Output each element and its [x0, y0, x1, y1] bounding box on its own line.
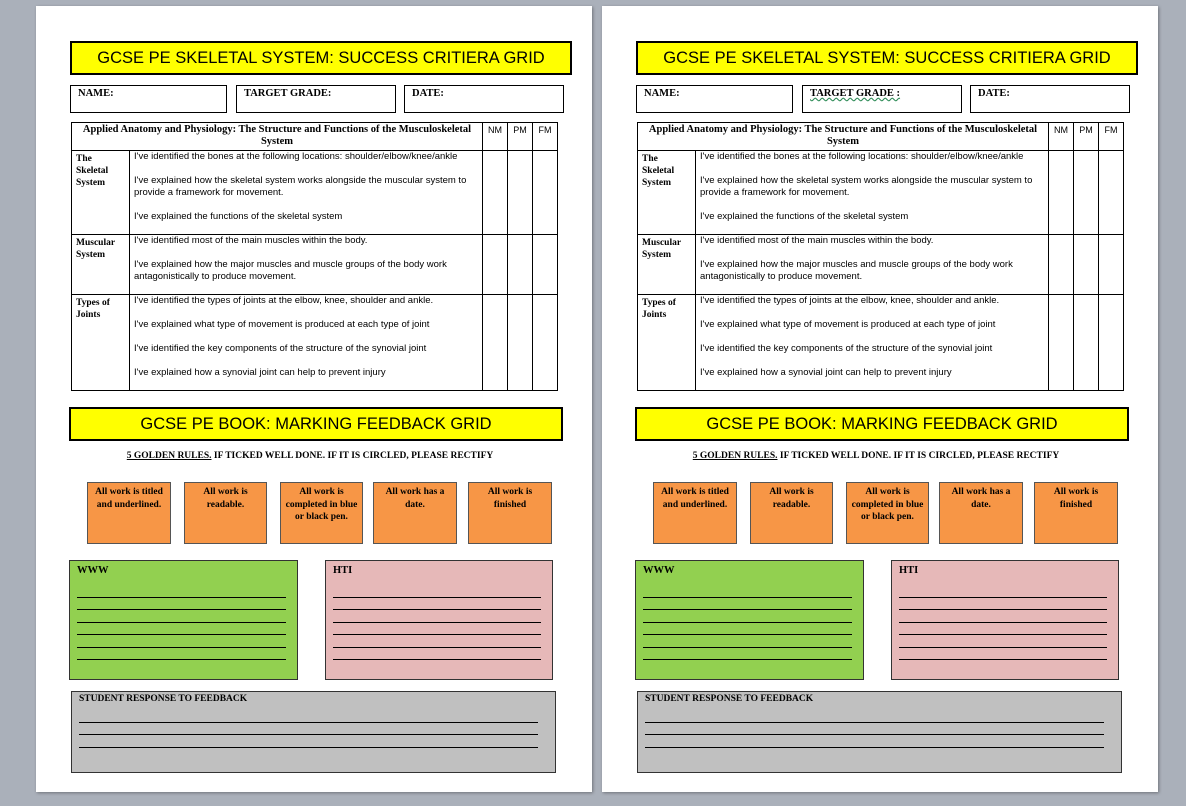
rule-box: All work is titled and underlined.: [87, 482, 171, 544]
rule-box: All work is readable.: [184, 482, 267, 544]
criterion: I've identified the bones at the following locations: shoulder/elbow/knee/ankle: [134, 151, 458, 162]
golden-rules-text: IF TICKED WELL DONE. IF IT IS CIRCLED, PLEASE RECTIFY: [777, 451, 1060, 461]
rule-box: All work is finished: [468, 482, 552, 544]
criterion: I've explained how the major muscles and muscle groups of the body work antagonistically to produce movement.: [700, 259, 1013, 282]
target-grade-field[interactable]: [802, 85, 962, 113]
row-category: The Skeletal System: [72, 151, 130, 235]
nm-tick-cell[interactable]: [1049, 295, 1074, 391]
criterion: I've explained how the skeletal system works alongside the muscular system to provide a framework for movement.: [134, 175, 467, 198]
nm-tick-cell[interactable]: [483, 295, 508, 391]
criterion: I've identified the types of joints at the elbow, knee, shoulder and ankle.: [134, 295, 434, 306]
nm-tick-cell[interactable]: [1049, 235, 1074, 295]
criterion: I've identified most of the main muscles within the body.: [700, 235, 934, 246]
table-header: Applied Anatomy and Physiology: The Structure and Functions of the Musculoskeletal System: [638, 123, 1049, 151]
criterion: I've identified most of the main muscles within the body.: [134, 235, 368, 246]
response-writing-lines: [645, 710, 1114, 748]
fm-tick-cell[interactable]: [533, 151, 558, 235]
row-criteria: [130, 295, 483, 391]
col-pm: PM: [1074, 123, 1099, 151]
criterion: I've identified the key components of the structure of the synovial joint: [134, 343, 427, 354]
hti-box[interactable]: [325, 560, 553, 680]
criterion: I've explained how a synovial joint can help to prevent injury: [134, 367, 386, 378]
student-response-label: STUDENT RESPONSE TO FEEDBACK: [79, 694, 248, 704]
www-box[interactable]: [635, 560, 864, 680]
fm-tick-cell[interactable]: [1099, 151, 1124, 235]
row-criteria: [696, 295, 1049, 391]
row-criteria: [696, 151, 1049, 235]
rule-box: All work has a date.: [373, 482, 457, 544]
pm-tick-cell[interactable]: [1074, 235, 1099, 295]
fm-tick-cell[interactable]: [1099, 295, 1124, 391]
name-field[interactable]: [636, 85, 793, 113]
row-category: Types of Joints: [72, 295, 130, 391]
row-category: The Skeletal System: [638, 151, 696, 235]
golden-rules-line: [636, 451, 1116, 461]
www-box[interactable]: [69, 560, 298, 680]
rule-box: All work is completed in blue or black pen.: [280, 482, 363, 544]
student-response-box[interactable]: [637, 691, 1122, 773]
col-nm: NM: [483, 123, 508, 151]
target-grade-field[interactable]: [236, 85, 396, 113]
date-field[interactable]: [404, 85, 564, 113]
success-criteria-table: [71, 122, 558, 391]
criterion: I've explained what type of movement is produced at each type of joint: [700, 319, 996, 330]
hti-box[interactable]: [891, 560, 1119, 680]
feedback-grid-title: GCSE PE BOOK: MARKING FEEDBACK GRID: [69, 407, 563, 441]
hti-label: HTI: [333, 565, 353, 576]
student-response-box[interactable]: [71, 691, 556, 773]
table-row: [72, 295, 558, 391]
pm-tick-cell[interactable]: [1074, 295, 1099, 391]
document-page-right: [602, 6, 1158, 792]
fm-tick-cell[interactable]: [533, 235, 558, 295]
criterion: I've explained what type of movement is produced at each type of joint: [134, 319, 430, 330]
table-header: Applied Anatomy and Physiology: The Structure and Functions of the Musculoskeletal System: [72, 123, 483, 151]
col-fm: FM: [1099, 123, 1124, 151]
hti-writing-lines: [899, 585, 1111, 660]
table-row: [72, 151, 558, 235]
document-page-left: [36, 6, 592, 792]
criterion: I've identified the types of joints at the elbow, knee, shoulder and ankle.: [700, 295, 1000, 306]
row-category: Muscular System: [638, 235, 696, 295]
row-category: Types of Joints: [638, 295, 696, 391]
target-grade-label: TARGET GRADE:: [244, 88, 332, 99]
golden-rules-heading: 5 GOLDEN RULES.: [692, 451, 778, 461]
row-criteria: [696, 235, 1049, 295]
success-criteria-title: GCSE PE SKELETAL SYSTEM: SUCCESS CRITIERA GRID: [70, 41, 572, 75]
pm-tick-cell[interactable]: [1074, 151, 1099, 235]
date-label: DATE:: [978, 88, 1010, 99]
student-response-label: STUDENT RESPONSE TO FEEDBACK: [645, 694, 814, 704]
criterion: I've explained how the skeletal system works alongside the muscular system to provide a framework for movement.: [700, 175, 1033, 198]
criterion: I've identified the key components of the structure of the synovial joint: [700, 343, 993, 354]
table-row: [638, 295, 1124, 391]
feedback-grid-title: GCSE PE BOOK: MARKING FEEDBACK GRID: [635, 407, 1129, 441]
date-label: DATE:: [412, 88, 444, 99]
col-pm: PM: [508, 123, 533, 151]
fm-tick-cell[interactable]: [533, 295, 558, 391]
pm-tick-cell[interactable]: [508, 235, 533, 295]
www-label: WWW: [643, 565, 675, 576]
row-criteria: [130, 151, 483, 235]
golden-rules-line: [70, 451, 550, 461]
row-criteria: [130, 235, 483, 295]
rule-box: All work is completed in blue or black pen.: [846, 482, 929, 544]
golden-rules-heading: 5 GOLDEN RULES.: [126, 451, 212, 461]
rule-box: All work is finished: [1034, 482, 1118, 544]
response-writing-lines: [79, 710, 548, 748]
criterion: I've explained how a synovial joint can help to prevent injury: [700, 367, 952, 378]
rule-box: All work is titled and underlined.: [653, 482, 737, 544]
pm-tick-cell[interactable]: [508, 151, 533, 235]
table-row: [72, 235, 558, 295]
golden-rules-text: IF TICKED WELL DONE. IF IT IS CIRCLED, PLEASE RECTIFY: [211, 451, 494, 461]
name-field[interactable]: [70, 85, 227, 113]
success-criteria-table: [637, 122, 1124, 391]
target-grade-label: TARGET GRADE :: [810, 88, 901, 99]
table-row: [638, 151, 1124, 235]
hti-label: HTI: [899, 565, 919, 576]
rule-box: All work has a date.: [939, 482, 1023, 544]
nm-tick-cell[interactable]: [483, 235, 508, 295]
date-field[interactable]: [970, 85, 1130, 113]
name-label: NAME:: [78, 88, 114, 99]
pm-tick-cell[interactable]: [508, 295, 533, 391]
criterion: I've explained the functions of the skeletal system: [134, 211, 343, 222]
table-row: [638, 235, 1124, 295]
criterion: I've identified the bones at the following locations: shoulder/elbow/knee/ankle: [700, 151, 1024, 162]
success-criteria-title: GCSE PE SKELETAL SYSTEM: SUCCESS CRITIERA GRID: [636, 41, 1138, 75]
col-nm: NM: [1049, 123, 1074, 151]
row-category: Muscular System: [72, 235, 130, 295]
rule-box: All work is readable.: [750, 482, 833, 544]
col-fm: FM: [533, 123, 558, 151]
www-writing-lines: [77, 585, 290, 660]
criterion: I've explained how the major muscles and muscle groups of the body work antagonistically to produce movement.: [134, 259, 447, 282]
www-writing-lines: [643, 585, 856, 660]
fm-tick-cell[interactable]: [1099, 235, 1124, 295]
hti-writing-lines: [333, 585, 545, 660]
criterion: I've explained the functions of the skeletal system: [700, 211, 909, 222]
nm-tick-cell[interactable]: [483, 151, 508, 235]
name-label: NAME:: [644, 88, 680, 99]
nm-tick-cell[interactable]: [1049, 151, 1074, 235]
www-label: WWW: [77, 565, 109, 576]
